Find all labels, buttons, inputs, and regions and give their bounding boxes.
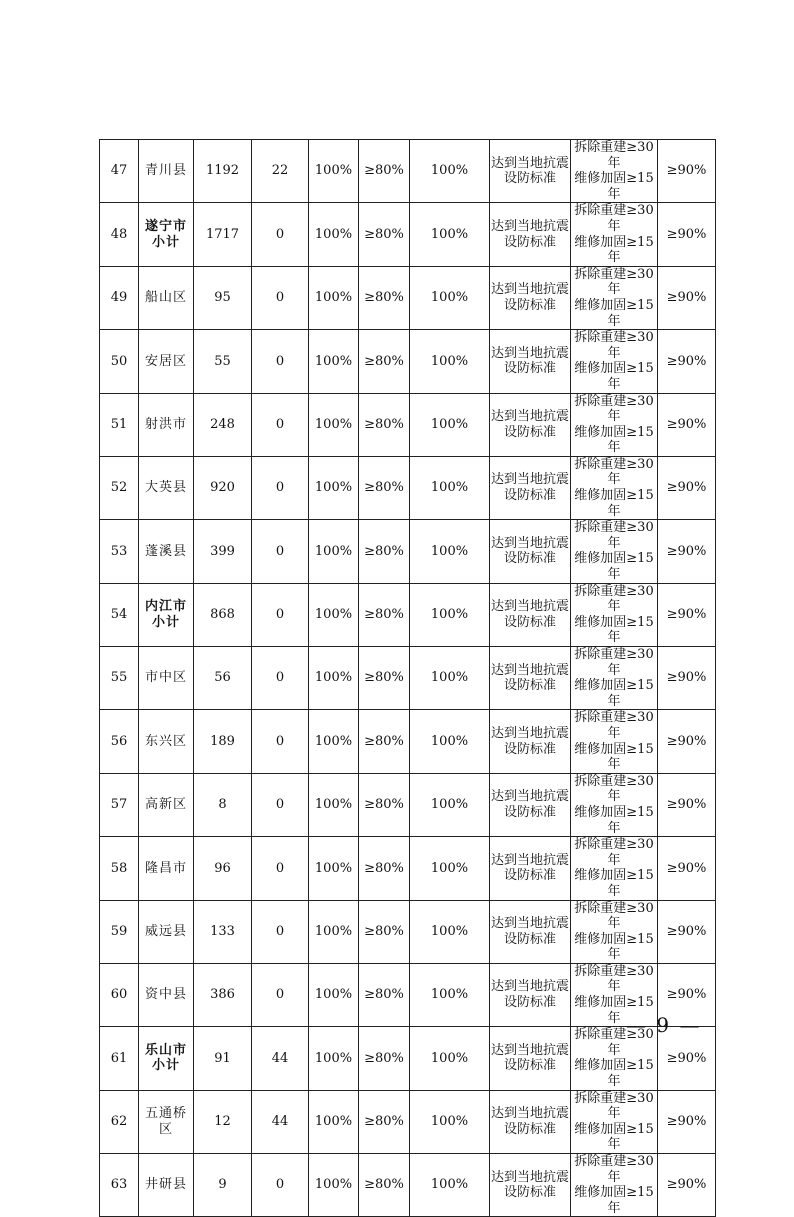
service-life-line: 维修加固≥15 年 xyxy=(574,297,654,329)
service-life xyxy=(571,583,658,646)
table-row xyxy=(100,1027,716,1090)
completion-percent: 100% xyxy=(410,837,490,900)
count-value: 91 xyxy=(194,1027,252,1090)
service-life xyxy=(571,837,658,900)
percent-value: 100% xyxy=(309,710,359,773)
target-percent: ≥80% xyxy=(359,647,410,710)
service-life-line: 拆除重建≥30 年 xyxy=(574,1027,654,1058)
region-name: 东兴区 xyxy=(139,710,194,773)
target-percent: ≥80% xyxy=(359,1154,410,1217)
region-name: 高新区 xyxy=(139,773,194,836)
completion-percent: 100% xyxy=(410,773,490,836)
service-life xyxy=(571,140,658,203)
region-name: 隆昌市 xyxy=(139,837,194,900)
service-life-line: 拆除重建≥30 年 xyxy=(574,773,654,805)
rate-value: ≥90% xyxy=(658,203,716,266)
second-count-value: 0 xyxy=(252,710,309,773)
rate-value: ≥90% xyxy=(658,837,716,900)
service-life xyxy=(571,710,658,773)
completion-percent: 100% xyxy=(410,203,490,266)
seismic-standard-line: 达到当地抗震 xyxy=(490,599,569,615)
target-percent: ≥80% xyxy=(359,203,410,266)
region-name: 射洪市 xyxy=(139,393,194,456)
seismic-standard-line: 达到当地抗震 xyxy=(490,852,569,868)
seismic-standard-line: 设防标准 xyxy=(503,741,556,757)
region-name: 大英县 xyxy=(139,456,194,519)
page-number: — 9 — xyxy=(626,1013,702,1037)
service-life-line: 维修加固≥15 年 xyxy=(574,1121,654,1153)
row-number: 58 xyxy=(100,837,139,900)
table-row xyxy=(100,1090,716,1153)
region-name: 内江市小计 xyxy=(139,583,194,646)
service-life-line: 拆除重建≥30 年 xyxy=(574,710,654,741)
rate-value: ≥90% xyxy=(658,393,716,456)
table-row xyxy=(100,583,716,646)
percent-value: 100% xyxy=(309,900,359,963)
service-life xyxy=(571,773,658,836)
target-percent: ≥80% xyxy=(359,140,410,203)
region-name: 五通桥区 xyxy=(139,1090,194,1153)
service-life xyxy=(571,1090,658,1153)
row-number: 55 xyxy=(100,647,139,710)
row-number: 61 xyxy=(100,1027,139,1090)
second-count-value: 0 xyxy=(252,393,309,456)
table-row xyxy=(100,393,716,456)
service-life-line: 维修加固≥15 年 xyxy=(574,614,654,646)
seismic-standard-line: 设防标准 xyxy=(503,361,556,377)
seismic-standard-line: 设防标准 xyxy=(503,804,556,820)
rate-value: ≥90% xyxy=(658,900,716,963)
second-count-value: 0 xyxy=(252,1154,309,1217)
service-life-line: 维修加固≥15 年 xyxy=(574,995,654,1026)
service-life-line: 维修加固≥15 年 xyxy=(574,424,654,456)
rate-value: ≥90% xyxy=(658,1154,716,1217)
count-value: 55 xyxy=(194,330,252,393)
second-count-value: 44 xyxy=(252,1090,309,1153)
table-row xyxy=(100,330,716,393)
table-body xyxy=(100,140,716,1217)
service-life-line: 维修加固≥15 年 xyxy=(574,488,654,519)
target-percent: ≥80% xyxy=(359,583,410,646)
seismic-standard-line: 达到当地抗震 xyxy=(490,472,569,488)
count-value: 133 xyxy=(194,900,252,963)
seismic-standard xyxy=(490,1090,571,1153)
region-name: 船山区 xyxy=(139,266,194,329)
service-life-line: 维修加固≥15 年 xyxy=(574,234,654,266)
table-row xyxy=(100,963,716,1026)
service-life xyxy=(571,393,658,456)
region-name: 安居区 xyxy=(139,330,194,393)
seismic-standard-line: 设防标准 xyxy=(503,868,556,884)
completion-percent: 100% xyxy=(410,900,490,963)
second-count-value: 22 xyxy=(252,140,309,203)
service-life-line: 拆除重建≥30 年 xyxy=(574,330,654,361)
service-life xyxy=(571,266,658,329)
seismic-standard-line: 设防标准 xyxy=(503,1121,556,1137)
seismic-standard-line: 达到当地抗震 xyxy=(490,1042,569,1058)
completion-percent: 100% xyxy=(410,456,490,519)
seismic-standard-line: 达到当地抗震 xyxy=(490,789,569,805)
seismic-standard-line: 设防标准 xyxy=(503,614,556,630)
target-percent: ≥80% xyxy=(359,330,410,393)
target-percent: ≥80% xyxy=(359,710,410,773)
seismic-standard-line: 设防标准 xyxy=(503,678,556,694)
seismic-standard-line: 设防标准 xyxy=(503,1058,556,1074)
seismic-standard xyxy=(490,963,571,1026)
completion-percent: 100% xyxy=(410,710,490,773)
service-life-line: 维修加固≥15 年 xyxy=(574,361,654,392)
percent-value: 100% xyxy=(309,266,359,329)
service-life-line: 拆除重建≥30 年 xyxy=(574,266,654,298)
service-life-line: 拆除重建≥30 年 xyxy=(574,583,654,615)
target-percent: ≥80% xyxy=(359,963,410,1026)
percent-value: 100% xyxy=(309,393,359,456)
seismic-standard xyxy=(490,773,571,836)
seismic-standard-line: 设防标准 xyxy=(503,171,556,187)
service-life-line: 维修加固≥15 年 xyxy=(574,868,654,899)
percent-value: 100% xyxy=(309,1154,359,1217)
region-name: 蓬溪县 xyxy=(139,520,194,583)
percent-value: 100% xyxy=(309,330,359,393)
table-row xyxy=(100,900,716,963)
service-life xyxy=(571,520,658,583)
seismic-standard xyxy=(490,837,571,900)
count-value: 9 xyxy=(194,1154,252,1217)
table-row xyxy=(100,647,716,710)
completion-percent: 100% xyxy=(410,266,490,329)
seismic-standard-line: 设防标准 xyxy=(503,551,556,567)
row-number: 62 xyxy=(100,1090,139,1153)
rate-value: ≥90% xyxy=(658,1090,716,1153)
rate-value: ≥90% xyxy=(658,520,716,583)
completion-percent: 100% xyxy=(410,393,490,456)
table-row xyxy=(100,140,716,203)
seismic-standard xyxy=(490,456,571,519)
second-count-value: 0 xyxy=(252,330,309,393)
service-life-line: 拆除重建≥30 年 xyxy=(574,456,654,488)
service-life xyxy=(571,330,658,393)
target-percent: ≥80% xyxy=(359,773,410,836)
second-count-value: 0 xyxy=(252,837,309,900)
target-percent: ≥80% xyxy=(359,900,410,963)
seismic-standard-line: 设防标准 xyxy=(503,1185,556,1201)
seismic-standard-line: 达到当地抗震 xyxy=(490,916,569,932)
row-number: 47 xyxy=(100,140,139,203)
count-value: 386 xyxy=(194,963,252,1026)
percent-value: 100% xyxy=(309,963,359,1026)
service-life-line: 维修加固≥15 年 xyxy=(574,1185,654,1216)
percent-value: 100% xyxy=(309,773,359,836)
count-value: 96 xyxy=(194,837,252,900)
row-number: 59 xyxy=(100,900,139,963)
second-count-value: 0 xyxy=(252,266,309,329)
seismic-standard xyxy=(490,900,571,963)
seismic-standard xyxy=(490,140,571,203)
completion-percent: 100% xyxy=(410,140,490,203)
row-number: 56 xyxy=(100,710,139,773)
completion-percent: 100% xyxy=(410,963,490,1026)
completion-percent: 100% xyxy=(410,1027,490,1090)
table-row xyxy=(100,710,716,773)
seismic-standard xyxy=(490,203,571,266)
seismic-standard-line: 达到当地抗震 xyxy=(490,1169,569,1185)
seismic-standard-line: 达到当地抗震 xyxy=(490,409,569,425)
count-value: 920 xyxy=(194,456,252,519)
seismic-standard-line: 设防标准 xyxy=(503,297,556,313)
seismic-standard-line: 达到当地抗震 xyxy=(490,1106,569,1122)
seismic-standard xyxy=(490,647,571,710)
seismic-standard xyxy=(490,330,571,393)
table-row xyxy=(100,266,716,329)
region-name: 市中区 xyxy=(139,647,194,710)
seismic-standard-line: 达到当地抗震 xyxy=(490,662,569,678)
rate-value: ≥90% xyxy=(658,583,716,646)
service-life-line: 维修加固≥15 年 xyxy=(574,171,654,202)
target-percent: ≥80% xyxy=(359,1027,410,1090)
row-number: 54 xyxy=(100,583,139,646)
region-name: 遂宁市小计 xyxy=(139,203,194,266)
row-number: 53 xyxy=(100,520,139,583)
seismic-standard-line: 设防标准 xyxy=(503,488,556,504)
table-row xyxy=(100,1154,716,1217)
count-value: 1717 xyxy=(194,203,252,266)
second-count-value: 0 xyxy=(252,647,309,710)
seismic-standard-line: 达到当地抗震 xyxy=(490,155,569,171)
seismic-standard-line: 达到当地抗震 xyxy=(490,282,569,298)
service-life-line: 维修加固≥15 年 xyxy=(574,678,654,709)
service-life xyxy=(571,647,658,710)
completion-percent: 100% xyxy=(410,583,490,646)
percent-value: 100% xyxy=(309,647,359,710)
count-value: 95 xyxy=(194,266,252,329)
second-count-value: 0 xyxy=(252,520,309,583)
service-life-line: 拆除重建≥30 年 xyxy=(574,963,654,995)
service-life-line: 拆除重建≥30 年 xyxy=(574,647,654,678)
service-life xyxy=(571,1154,658,1217)
completion-percent: 100% xyxy=(410,330,490,393)
table-row xyxy=(100,520,716,583)
seismic-standard-line: 达到当地抗震 xyxy=(490,535,569,551)
count-value: 868 xyxy=(194,583,252,646)
row-number: 50 xyxy=(100,330,139,393)
completion-percent: 100% xyxy=(410,520,490,583)
seismic-standard-line: 达到当地抗震 xyxy=(490,345,569,361)
percent-value: 100% xyxy=(309,140,359,203)
second-count-value: 0 xyxy=(252,203,309,266)
second-count-value: 44 xyxy=(252,1027,309,1090)
seismic-standard-line: 达到当地抗震 xyxy=(490,979,569,995)
completion-percent: 100% xyxy=(410,1090,490,1153)
count-value: 8 xyxy=(194,773,252,836)
service-life-line: 维修加固≥15 年 xyxy=(574,551,654,583)
row-number: 63 xyxy=(100,1154,139,1217)
seismic-standard-line: 设防标准 xyxy=(503,234,556,250)
seismic-standard xyxy=(490,1154,571,1217)
rate-value: ≥90% xyxy=(658,330,716,393)
service-life xyxy=(571,203,658,266)
service-life-line: 拆除重建≥30 年 xyxy=(574,520,654,551)
count-value: 1192 xyxy=(194,140,252,203)
completion-percent: 100% xyxy=(410,1154,490,1217)
seismic-standard-line: 达到当地抗震 xyxy=(490,725,569,741)
second-count-value: 0 xyxy=(252,900,309,963)
service-life xyxy=(571,900,658,963)
count-value: 248 xyxy=(194,393,252,456)
service-life-line: 拆除重建≥30 年 xyxy=(574,1154,654,1185)
row-number: 49 xyxy=(100,266,139,329)
service-life-line: 维修加固≥15 年 xyxy=(574,804,654,836)
target-percent: ≥80% xyxy=(359,837,410,900)
service-life xyxy=(571,456,658,519)
region-name: 井研县 xyxy=(139,1154,194,1217)
percent-value: 100% xyxy=(309,456,359,519)
seismic-standard-line: 达到当地抗震 xyxy=(490,218,569,234)
service-life-line: 拆除重建≥30 年 xyxy=(574,203,654,234)
service-life-line: 拆除重建≥30 年 xyxy=(574,393,654,425)
count-value: 189 xyxy=(194,710,252,773)
percent-value: 100% xyxy=(309,837,359,900)
rate-value: ≥90% xyxy=(658,773,716,836)
percent-value: 100% xyxy=(309,1090,359,1153)
seismic-standard xyxy=(490,393,571,456)
target-percent: ≥80% xyxy=(359,266,410,329)
region-name: 乐山市小计 xyxy=(139,1027,194,1090)
rate-value: ≥90% xyxy=(658,266,716,329)
percent-value: 100% xyxy=(309,520,359,583)
row-number: 52 xyxy=(100,456,139,519)
second-count-value: 0 xyxy=(252,456,309,519)
target-percent: ≥80% xyxy=(359,393,410,456)
seismic-standard xyxy=(490,583,571,646)
row-number: 60 xyxy=(100,963,139,1026)
table-row xyxy=(100,203,716,266)
rate-value: ≥90% xyxy=(658,647,716,710)
percent-value: 100% xyxy=(309,203,359,266)
region-name: 青川县 xyxy=(139,140,194,203)
row-number: 51 xyxy=(100,393,139,456)
data-table xyxy=(99,139,716,1217)
seismic-standard xyxy=(490,1027,571,1090)
count-value: 399 xyxy=(194,520,252,583)
target-percent: ≥80% xyxy=(359,520,410,583)
count-value: 56 xyxy=(194,647,252,710)
seismic-standard-line: 设防标准 xyxy=(503,424,556,440)
seismic-standard xyxy=(490,710,571,773)
service-life-line: 拆除重建≥30 年 xyxy=(574,900,654,932)
region-name: 资中县 xyxy=(139,963,194,1026)
region-name: 威远县 xyxy=(139,900,194,963)
service-life-line: 维修加固≥15 年 xyxy=(574,1058,654,1090)
second-count-value: 0 xyxy=(252,773,309,836)
rate-value: ≥90% xyxy=(658,1027,716,1090)
row-number: 57 xyxy=(100,773,139,836)
row-number: 48 xyxy=(100,203,139,266)
rate-value: ≥90% xyxy=(658,710,716,773)
count-value: 12 xyxy=(194,1090,252,1153)
service-life-line: 维修加固≥15 年 xyxy=(574,741,654,773)
table-row xyxy=(100,837,716,900)
service-life-line: 维修加固≥15 年 xyxy=(574,931,654,963)
rate-value: ≥90% xyxy=(658,140,716,203)
completion-percent: 100% xyxy=(410,647,490,710)
rate-value: ≥90% xyxy=(658,456,716,519)
percent-value: 100% xyxy=(309,583,359,646)
seismic-standard-line: 设防标准 xyxy=(503,995,556,1011)
seismic-standard-line: 设防标准 xyxy=(503,931,556,947)
target-percent: ≥80% xyxy=(359,456,410,519)
percent-value: 100% xyxy=(309,1027,359,1090)
second-count-value: 0 xyxy=(252,583,309,646)
target-percent: ≥80% xyxy=(359,1090,410,1153)
rate-value: ≥90% xyxy=(658,963,716,1026)
table-row xyxy=(100,773,716,836)
table-row xyxy=(100,456,716,519)
service-life-line: 拆除重建≥30 年 xyxy=(574,837,654,868)
second-count-value: 0 xyxy=(252,963,309,1026)
seismic-standard xyxy=(490,266,571,329)
service-life-line: 拆除重建≥30 年 xyxy=(574,140,654,171)
seismic-standard xyxy=(490,520,571,583)
service-life-line: 拆除重建≥30 年 xyxy=(574,1090,654,1122)
